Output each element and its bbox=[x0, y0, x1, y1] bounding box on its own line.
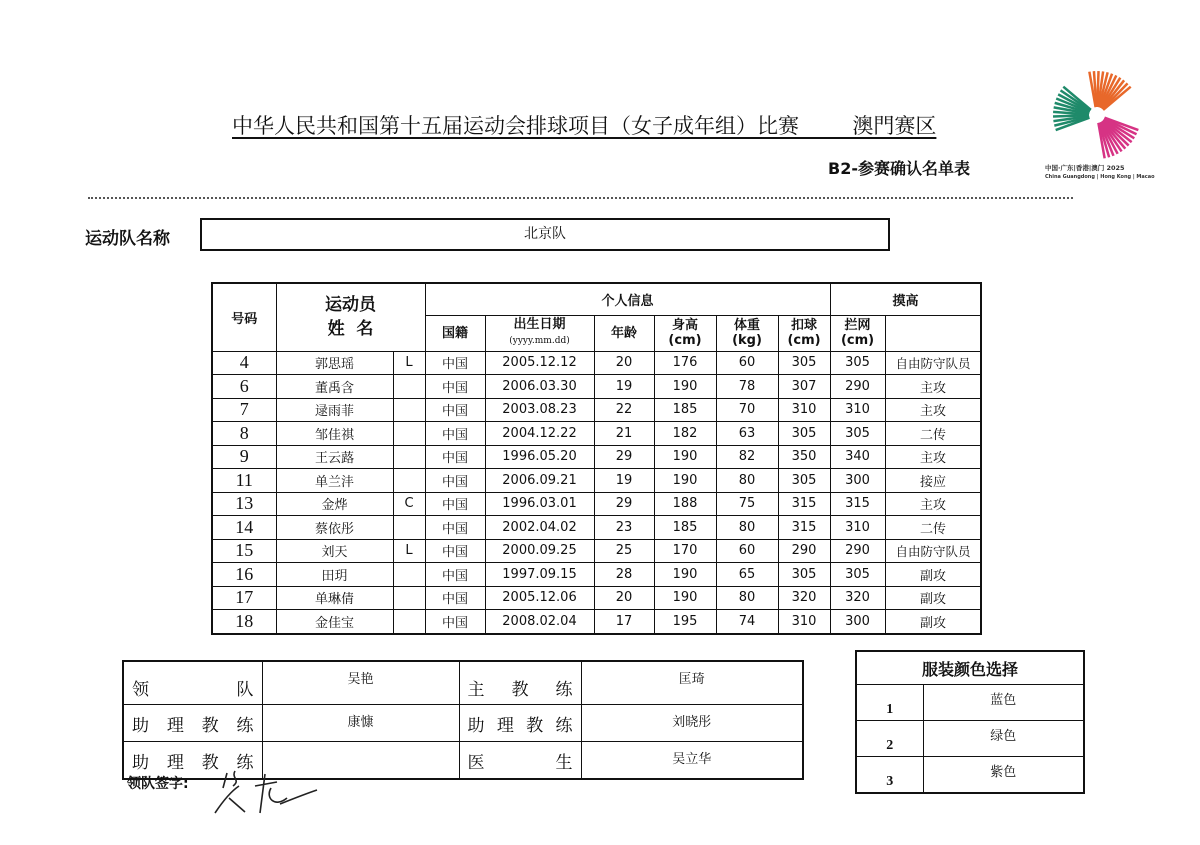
header-weight-unit: (kg) bbox=[732, 333, 762, 348]
cell-pos: 接应 bbox=[885, 469, 981, 493]
uniform-title: 服装颜色选择 bbox=[856, 651, 1084, 685]
header-name-bottom: 姓 名 bbox=[327, 319, 374, 340]
cell-mark bbox=[393, 398, 425, 422]
cell-nat: 中国 bbox=[425, 469, 485, 493]
cell-spike: 310 bbox=[778, 610, 830, 634]
document-title: 中华人民共和国第十五届运动会排球项目（女子成年组）比赛 澳門赛区 bbox=[232, 114, 937, 138]
cell-name: 逯雨菲 bbox=[276, 398, 393, 422]
cell-age: 20 bbox=[594, 351, 654, 375]
header-birth-format: (yyyy.mm.dd) bbox=[509, 336, 570, 346]
cell-mark bbox=[393, 586, 425, 610]
cell-h: 190 bbox=[654, 445, 716, 469]
cell-no: 13 bbox=[212, 492, 276, 516]
uniform-option-color: 绿色 bbox=[923, 721, 1084, 757]
cell-birth: 1996.05.20 bbox=[485, 445, 594, 469]
cell-name: 董禹含 bbox=[276, 375, 393, 399]
cell-pos: 主攻 bbox=[885, 492, 981, 516]
form-subtitle: B2-参赛确认名单表 bbox=[828, 159, 970, 178]
cell-nat: 中国 bbox=[425, 516, 485, 540]
cell-no: 8 bbox=[212, 422, 276, 446]
table-row bbox=[212, 445, 981, 469]
header-block-label: 拦网 bbox=[844, 318, 871, 333]
cell-age: 19 bbox=[594, 469, 654, 493]
cell-pos: 自由防守队员 bbox=[885, 351, 981, 375]
cell-block: 310 bbox=[830, 516, 885, 540]
cell-nat: 中国 bbox=[425, 610, 485, 634]
cell-spike: 305 bbox=[778, 422, 830, 446]
cell-h: 182 bbox=[654, 422, 716, 446]
cell-h: 190 bbox=[654, 375, 716, 399]
cell-age: 20 bbox=[594, 586, 654, 610]
cell-age: 22 bbox=[594, 398, 654, 422]
cell-spike: 310 bbox=[778, 398, 830, 422]
cell-w: 65 bbox=[716, 563, 778, 587]
header-number: 号码 bbox=[212, 283, 276, 351]
table-row bbox=[212, 422, 981, 446]
cell-no: 16 bbox=[212, 563, 276, 587]
cell-nat: 中国 bbox=[425, 398, 485, 422]
staff-table bbox=[122, 660, 804, 780]
cell-h: 190 bbox=[654, 586, 716, 610]
cell-pos: 二传 bbox=[885, 516, 981, 540]
cell-age: 17 bbox=[594, 610, 654, 634]
cell-age: 29 bbox=[594, 492, 654, 516]
cell-spike: 350 bbox=[778, 445, 830, 469]
cell-no: 11 bbox=[212, 469, 276, 493]
staff-role: 助 理 教 练 bbox=[123, 705, 262, 742]
cell-w: 80 bbox=[716, 516, 778, 540]
cell-block: 305 bbox=[830, 351, 885, 375]
cell-nat: 中国 bbox=[425, 445, 485, 469]
cell-block: 300 bbox=[830, 610, 885, 634]
team-name-field: 北京队 bbox=[200, 218, 890, 251]
cell-spike: 315 bbox=[778, 492, 830, 516]
roster-table bbox=[211, 282, 982, 635]
cell-spike: 305 bbox=[778, 469, 830, 493]
header-spike bbox=[778, 315, 830, 351]
logo-subtext: China Guangdong | Hong Kong | Macao bbox=[1045, 174, 1155, 180]
cell-h: 190 bbox=[654, 469, 716, 493]
cell-age: 19 bbox=[594, 375, 654, 399]
cell-birth: 2000.09.25 bbox=[485, 539, 594, 563]
staff-name: 吴立华 bbox=[581, 742, 803, 780]
cell-mark bbox=[393, 610, 425, 634]
cell-pos: 二传 bbox=[885, 422, 981, 446]
cell-name: 田玥 bbox=[276, 563, 393, 587]
header-birth-label: 出生日期 bbox=[513, 317, 566, 332]
cell-no: 15 bbox=[212, 539, 276, 563]
header-age: 年龄 bbox=[594, 315, 654, 351]
cell-name: 蔡依彤 bbox=[276, 516, 393, 540]
cell-spike: 315 bbox=[778, 516, 830, 540]
cell-pos: 自由防守队员 bbox=[885, 539, 981, 563]
header-nationality: 国籍 bbox=[425, 315, 485, 351]
signature-label: 领队签字: bbox=[127, 776, 189, 792]
cell-block: 305 bbox=[830, 563, 885, 587]
cell-w: 70 bbox=[716, 398, 778, 422]
cell-pos: 副攻 bbox=[885, 563, 981, 587]
uniform-option-row bbox=[856, 685, 1084, 721]
logo-caption bbox=[1045, 164, 1155, 181]
cell-pos: 主攻 bbox=[885, 445, 981, 469]
uniform-option-row bbox=[856, 757, 1084, 794]
staff-role: 医 生 bbox=[459, 742, 581, 780]
cell-mark: C bbox=[393, 492, 425, 516]
header-block bbox=[830, 315, 885, 351]
cell-birth: 1997.09.15 bbox=[485, 563, 594, 587]
games-logo-icon bbox=[1040, 68, 1155, 163]
table-row bbox=[212, 375, 981, 399]
cell-mark bbox=[393, 445, 425, 469]
cell-no: 6 bbox=[212, 375, 276, 399]
header-reach: 摸高 bbox=[830, 283, 981, 315]
staff-role: 助 理 教 练 bbox=[459, 705, 581, 742]
header-spike-unit: (cm) bbox=[787, 333, 821, 348]
cell-h: 188 bbox=[654, 492, 716, 516]
header-name bbox=[276, 283, 425, 351]
cell-mark: L bbox=[393, 539, 425, 563]
logo-text: 中国·广东|香港|澳门 2025 bbox=[1045, 164, 1125, 172]
cell-mark bbox=[393, 422, 425, 446]
table-row bbox=[212, 351, 981, 375]
cell-w: 60 bbox=[716, 351, 778, 375]
staff-name: 刘晓彤 bbox=[581, 705, 803, 742]
staff-role: 助 理 教 练 bbox=[123, 742, 262, 780]
cell-age: 21 bbox=[594, 422, 654, 446]
cell-spike: 320 bbox=[778, 586, 830, 610]
staff-name: 吴艳 bbox=[262, 661, 459, 705]
cell-h: 195 bbox=[654, 610, 716, 634]
cell-w: 63 bbox=[716, 422, 778, 446]
header-height bbox=[654, 315, 716, 351]
cell-w: 78 bbox=[716, 375, 778, 399]
cell-w: 74 bbox=[716, 610, 778, 634]
cell-name: 郭思瑶 bbox=[276, 351, 393, 375]
cell-birth: 2004.12.22 bbox=[485, 422, 594, 446]
cell-pos: 副攻 bbox=[885, 586, 981, 610]
uniform-option-row bbox=[856, 721, 1084, 757]
uniform-option-number: 2 bbox=[856, 721, 923, 757]
table-row bbox=[212, 398, 981, 422]
staff-row bbox=[123, 705, 803, 742]
cell-mark: L bbox=[393, 351, 425, 375]
header-height-label: 身高 bbox=[671, 318, 698, 333]
cell-nat: 中国 bbox=[425, 563, 485, 587]
table-row bbox=[212, 563, 981, 587]
cell-mark bbox=[393, 563, 425, 587]
cell-age: 25 bbox=[594, 539, 654, 563]
cell-birth: 1996.03.01 bbox=[485, 492, 594, 516]
cell-name: 单琳倩 bbox=[276, 586, 393, 610]
cell-no: 4 bbox=[212, 351, 276, 375]
cell-w: 80 bbox=[716, 469, 778, 493]
staff-name: 康慷 bbox=[262, 705, 459, 742]
cell-mark bbox=[393, 516, 425, 540]
cell-name: 金佳宝 bbox=[276, 610, 393, 634]
cell-h: 176 bbox=[654, 351, 716, 375]
cell-block: 310 bbox=[830, 398, 885, 422]
uniform-option-color: 蓝色 bbox=[923, 685, 1084, 721]
header-weight bbox=[716, 315, 778, 351]
cell-birth: 2008.02.04 bbox=[485, 610, 594, 634]
cell-name: 刘天 bbox=[276, 539, 393, 563]
cell-nat: 中国 bbox=[425, 586, 485, 610]
staff-role: 领 队 bbox=[123, 661, 262, 705]
staff-row bbox=[123, 661, 803, 705]
cell-age: 23 bbox=[594, 516, 654, 540]
table-row bbox=[212, 516, 981, 540]
table-row bbox=[212, 469, 981, 493]
cell-nat: 中国 bbox=[425, 492, 485, 516]
uniform-option-number: 1 bbox=[856, 685, 923, 721]
cell-mark bbox=[393, 375, 425, 399]
staff-name: 匡琦 bbox=[581, 661, 803, 705]
cell-pos: 主攻 bbox=[885, 375, 981, 399]
cell-spike: 305 bbox=[778, 351, 830, 375]
cell-block: 305 bbox=[830, 422, 885, 446]
header-spike-label: 扣球 bbox=[791, 318, 818, 333]
cell-birth: 2005.12.12 bbox=[485, 351, 594, 375]
cell-block: 315 bbox=[830, 492, 885, 516]
cell-w: 82 bbox=[716, 445, 778, 469]
header-block-unit: (cm) bbox=[840, 333, 875, 348]
cell-birth: 2006.03.30 bbox=[485, 375, 594, 399]
header-name-top: 运动员 bbox=[325, 295, 376, 316]
header-weight-label: 体重 bbox=[733, 318, 760, 333]
cell-birth: 2003.08.23 bbox=[485, 398, 594, 422]
cell-block: 300 bbox=[830, 469, 885, 493]
cell-birth: 2006.09.21 bbox=[485, 469, 594, 493]
staff-role: 主 教 练 bbox=[459, 661, 581, 705]
cell-no: 14 bbox=[212, 516, 276, 540]
cell-name: 单兰沣 bbox=[276, 469, 393, 493]
cell-spike: 290 bbox=[778, 539, 830, 563]
table-row bbox=[212, 610, 981, 634]
cell-age: 29 bbox=[594, 445, 654, 469]
divider bbox=[88, 197, 1073, 199]
cell-nat: 中国 bbox=[425, 351, 485, 375]
cell-w: 80 bbox=[716, 586, 778, 610]
cell-pos: 副攻 bbox=[885, 610, 981, 634]
cell-spike: 305 bbox=[778, 563, 830, 587]
cell-block: 290 bbox=[830, 539, 885, 563]
cell-no: 7 bbox=[212, 398, 276, 422]
cell-h: 185 bbox=[654, 516, 716, 540]
header-personal-info: 个人信息 bbox=[425, 283, 830, 315]
cell-no: 17 bbox=[212, 586, 276, 610]
header-birth bbox=[485, 315, 594, 351]
cell-w: 75 bbox=[716, 492, 778, 516]
uniform-color-table bbox=[855, 650, 1085, 794]
header-height-unit: (cm) bbox=[668, 333, 702, 348]
uniform-option-number: 3 bbox=[856, 757, 923, 794]
table-row bbox=[212, 492, 981, 516]
cell-no: 9 bbox=[212, 445, 276, 469]
table-row bbox=[212, 586, 981, 610]
cell-spike: 307 bbox=[778, 375, 830, 399]
cell-name: 邹佳祺 bbox=[276, 422, 393, 446]
uniform-option-color: 紫色 bbox=[923, 757, 1084, 794]
cell-block: 340 bbox=[830, 445, 885, 469]
cell-mark bbox=[393, 469, 425, 493]
cell-birth: 2002.04.02 bbox=[485, 516, 594, 540]
cell-no: 18 bbox=[212, 610, 276, 634]
cell-block: 320 bbox=[830, 586, 885, 610]
cell-birth: 2005.12.06 bbox=[485, 586, 594, 610]
cell-nat: 中国 bbox=[425, 375, 485, 399]
cell-pos: 主攻 bbox=[885, 398, 981, 422]
table-row bbox=[212, 539, 981, 563]
cell-h: 190 bbox=[654, 563, 716, 587]
logo-ray bbox=[1053, 115, 1089, 116]
cell-name: 王云蕗 bbox=[276, 445, 393, 469]
cell-w: 60 bbox=[716, 539, 778, 563]
cell-block: 290 bbox=[830, 375, 885, 399]
cell-nat: 中国 bbox=[425, 539, 485, 563]
cell-age: 28 bbox=[594, 563, 654, 587]
cell-h: 170 bbox=[654, 539, 716, 563]
cell-nat: 中国 bbox=[425, 422, 485, 446]
leader-signature bbox=[205, 768, 325, 818]
team-label: 运动队名称 bbox=[85, 229, 170, 249]
cell-h: 185 bbox=[654, 398, 716, 422]
cell-name: 金烨 bbox=[276, 492, 393, 516]
